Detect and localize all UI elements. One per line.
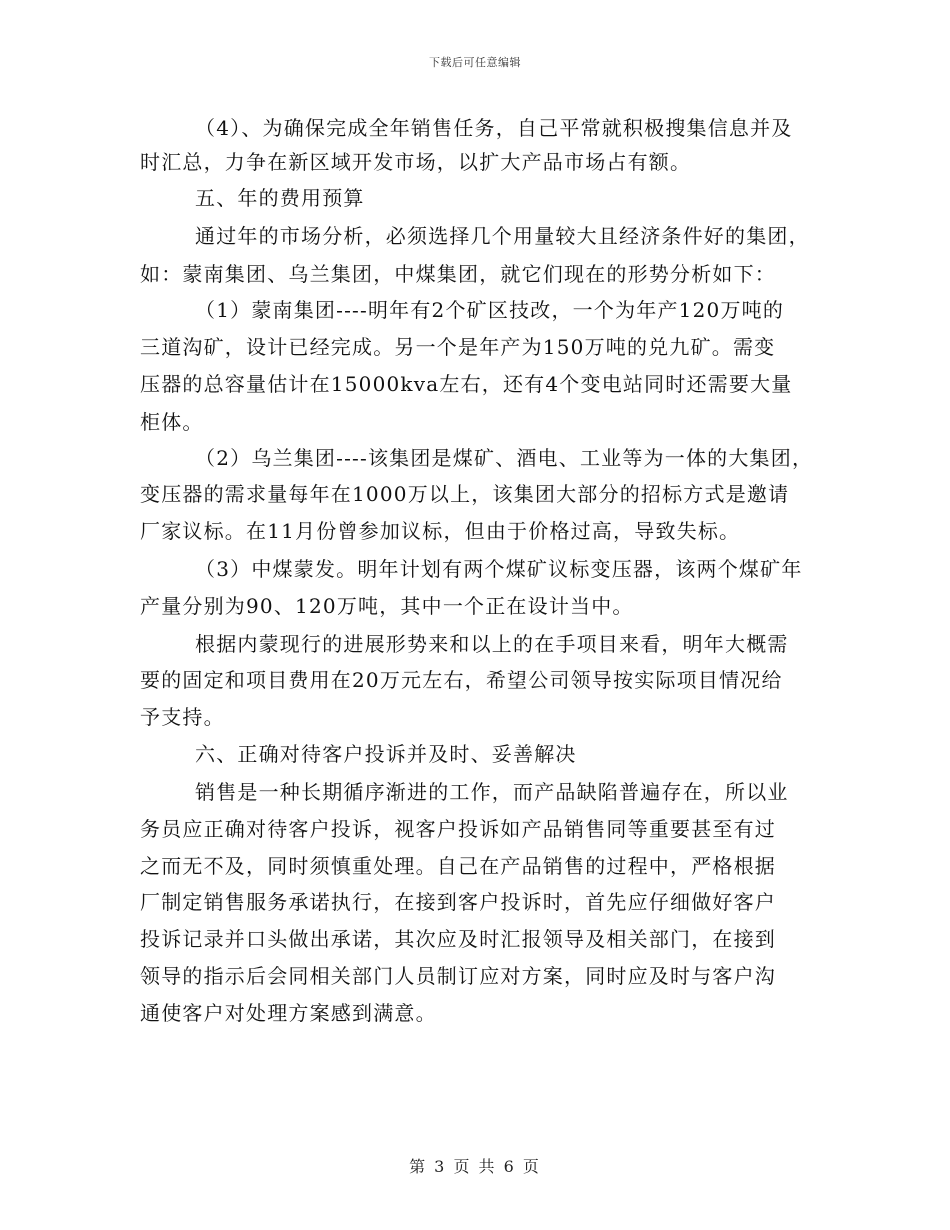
section-heading-6: 六、正确对待客户投诉并及时、妥善解决 — [195, 742, 577, 766]
paragraph-7-line-2: 务员应正确对待客户投诉，视客户投诉如产品销售同等重要甚至有过 — [140, 817, 776, 841]
paragraph-4-line-3: 厂家议标。在11月份曾参加议标，但由于价格过高，导致失标。 — [140, 519, 741, 543]
paragraph-7-line-5: 投诉记录并口头做出承诺，其次应及时汇报领导及相关部门，在接到 — [140, 927, 776, 951]
paragraph-6-line-3: 予支持。 — [140, 705, 225, 729]
paragraph-4-line-2: 变压器的需求量每年在1000万以上，该集团大部分的招标方式是邀请 — [140, 482, 790, 506]
section-heading-5: 五、年的费用预算 — [195, 186, 365, 210]
paragraph-5-line-2: 产量分别为90、120万吨，其中一个正在设计当中。 — [140, 594, 634, 618]
paragraph-7-line-1: 销售是一种长期循序渐进的工作，而产品缺陷普遍存在，所以业 — [195, 780, 789, 804]
paragraph-6-line-1: 根据内蒙现行的进展形势来和以上的在手项目来看，明年大概需 — [195, 632, 789, 656]
paragraph-3-line-1: （1）蒙南集团----明年有2个矿区技改，一个为年产120万吨的 — [195, 298, 785, 322]
paragraph-7-line-6: 领导的指示后会同相关部门人员制订应对方案，同时应及时与客户沟 — [140, 964, 776, 988]
paragraph-3-line-2: 三道沟矿，设计已经完成。另一个是年产为150万吨的兑九矿。需变 — [140, 335, 776, 359]
paragraph-4-line-1: （2）乌兰集团----该集团是煤矿、酒电、工业等为一体的大集团， — [195, 446, 814, 470]
paragraph-7-line-3: 之而无不及，同时须慎重处理。自己在产品销售的过程中，严格根据 — [140, 854, 776, 878]
paragraph-2-line-1: 通过年的市场分析，必须选择几个用量较大且经济条件好的集团， — [195, 224, 810, 248]
paragraph-3-line-4: 柜体。 — [140, 410, 204, 434]
paragraph-1-line-2: 时汇总，力争在新区域开发市场，以扩大产品市场占有额。 — [140, 150, 692, 174]
paragraph-5-line-1: （3）中煤蒙发。明年计划有两个煤矿议标变压器，该两个煤矿年 — [195, 557, 803, 581]
paragraph-3-line-3: 压器的总容量估计在15000kva左右，还有4个变电站同时还需要大量 — [140, 372, 793, 396]
page-footer: 第 3 页 共 6 页 — [409, 1157, 541, 1176]
paragraph-7-line-7: 通使客户对处理方案感到满意。 — [140, 1001, 437, 1025]
paragraph-2-line-2: 如：蒙南集团、乌兰集团，中煤集团，就它们现在的形势分析如下： — [140, 262, 776, 286]
paragraph-7-line-4: 厂制定销售服务承诺执行，在接到客户投诉时，首先应仔细做好客户 — [140, 890, 776, 914]
paragraph-1-line-1: （4）、为确保完成全年销售任务，自己平常就积极搜集信息并及 — [195, 116, 793, 140]
paragraph-6-line-2: 要的固定和项目费用在20万元左右，希望公司领导按实际项目情况给 — [140, 668, 783, 692]
page-header: 下载后可任意编辑 — [429, 56, 521, 69]
